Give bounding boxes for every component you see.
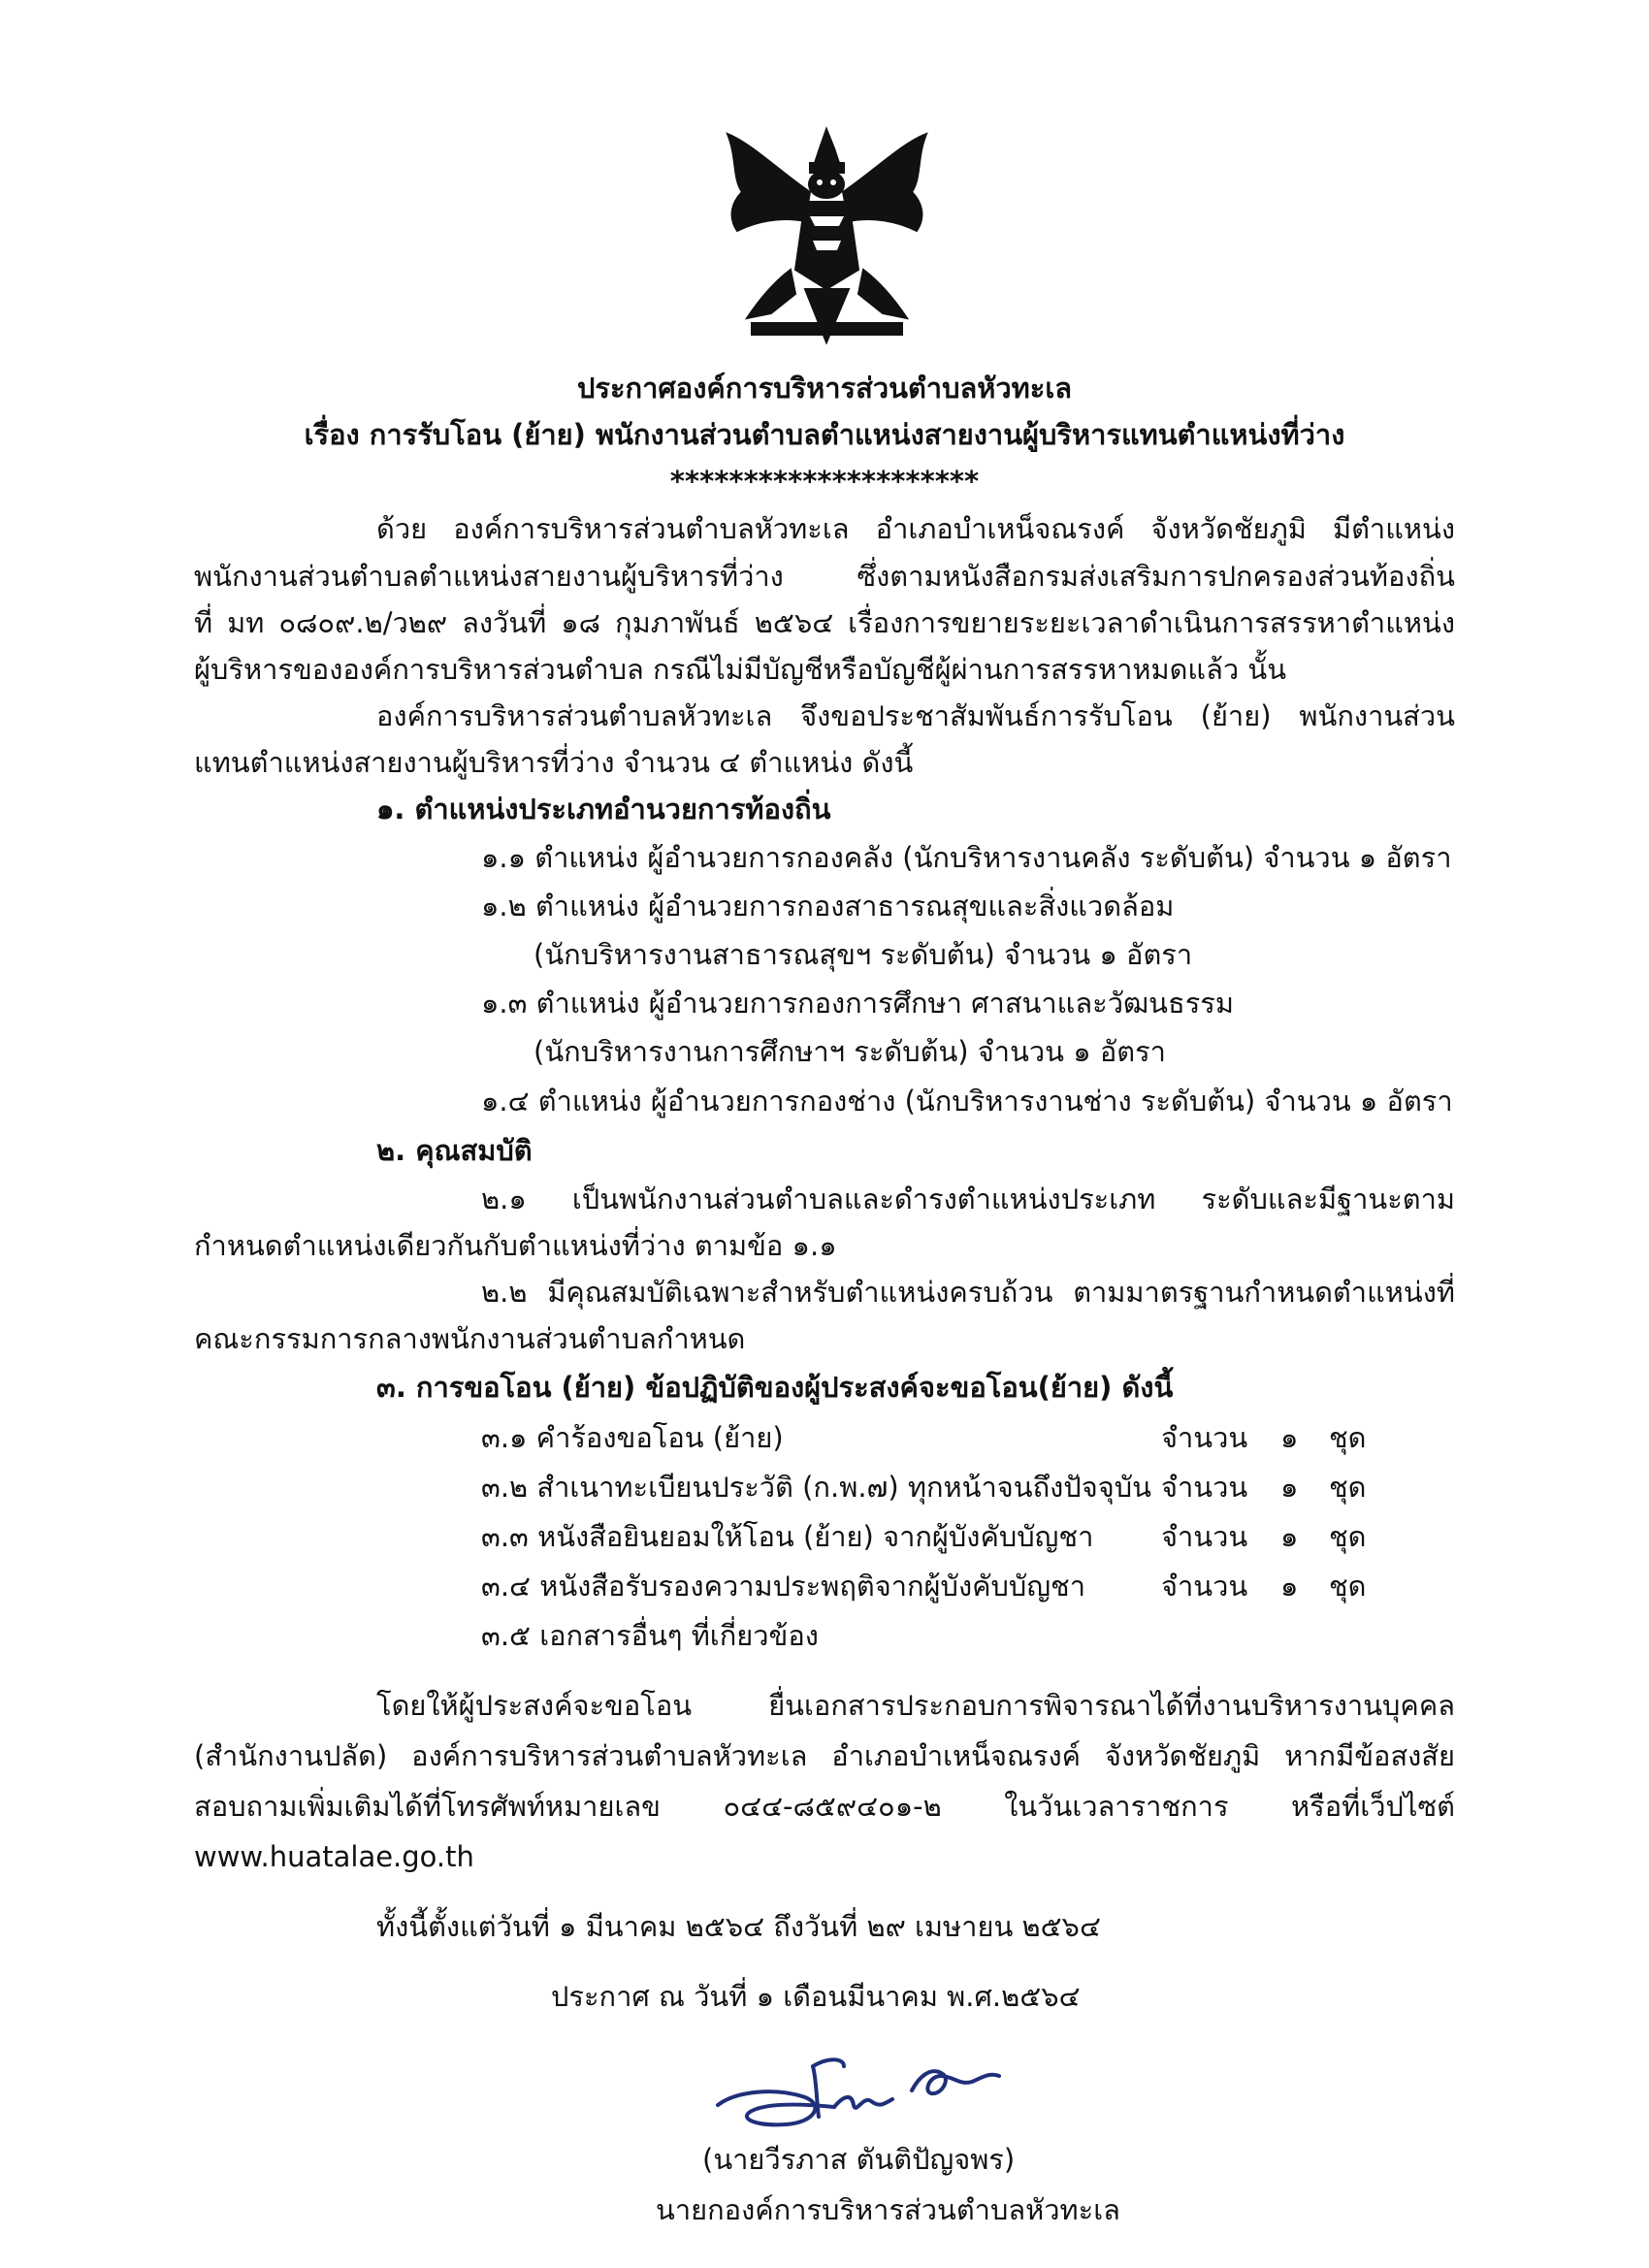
- section3-item-5: ๓.๕ เอกสารอื่นๆ ที่เกี่ยวข้อง: [481, 1619, 819, 1652]
- section3-item-2-unit: ชุด: [1329, 1471, 1367, 1504]
- section3-item-3-qty: ๑: [1280, 1520, 1299, 1553]
- section3-item-2-qty-label: จำนวน: [1161, 1471, 1248, 1504]
- garuda-emblem-icon: [713, 124, 941, 352]
- section2-heading: ๒. คุณสมบัติ: [376, 1134, 533, 1167]
- section3-item-2: ๓.๒ สำเนาทะเบียนประวัติ (ก.พ.๗) ทุกหน้าจนถึงปัจจุบัน: [481, 1471, 1151, 1504]
- signature-icon: [698, 2037, 1067, 2144]
- section2-line-1: ๒.๑ เป็นพนักงานส่วนตำบลและดำรงตำแหน่งประเภท ระดับและมีฐานะตาม: [481, 1183, 1455, 1215]
- section2-line-4: คณะกรรมการกลางพนักงานส่วนตำบลกำหนด: [194, 1322, 746, 1355]
- closing-line-3: สอบถามเพิ่มเติมได้ที่โทรศัพท์หมายเลข ๐๔๔-๘๕๙๔๐๑-๒ ในวันเวลาราชการ หรือที่เว็ปไซต์: [194, 1790, 1455, 1823]
- section3-item-1-unit: ชุด: [1329, 1421, 1367, 1454]
- section1-heading: ๑. ตำแหน่งประเภทอำนวยการท้องถิ่น: [376, 793, 831, 826]
- section2-line-2: กำหนดตำแหน่งเดียวกันกับตำแหน่งที่ว่าง ตามข้อ ๑.๑: [194, 1229, 837, 1262]
- section1-item-2: ๑.๒ ตำแหน่ง ผู้อำนวยการกองสาธารณสุขและสิ่งแวดล้อม: [481, 890, 1175, 923]
- stars-divider: *********************: [669, 465, 980, 498]
- section1-item-2-detail: (นักบริหารงานสาธารณสุขฯ ระดับต้น) จำนวน ๑ อัตรา: [534, 938, 1193, 971]
- section1-item-4: ๑.๔ ตำแหน่ง ผู้อำนวยการกองช่าง (นักบริหารงานช่าง ระดับต้น) จำนวน ๑ อัตรา: [481, 1085, 1453, 1118]
- document-subject: เรื่อง การรับโอน (ย้าย) พนักงานส่วนตำบลตำแหน่งสายงานผู้บริหารแทนตำแหน่งที่ว่าง: [304, 418, 1345, 451]
- announcement-date: ประกาศ ณ วันที่ ๑ เดือนมีนาคม พ.ศ.๒๕๖๔: [551, 1980, 1081, 2013]
- announcement-period: ทั้งนี้ตั้งแต่วันที่ ๑ มีนาคม ๒๕๖๔ ถึงวันที่ ๒๙ เมษายน ๒๕๖๔: [376, 1910, 1101, 1943]
- signer-name: (นายวีรภาส ตันติปัญจพร): [702, 2143, 1016, 2176]
- section3-item-4-unit: ชุด: [1329, 1570, 1367, 1603]
- document-title: ประกาศองค์การบริหารส่วนตำบลหัวทะเล: [576, 372, 1073, 405]
- section3-item-1-qty: ๑: [1280, 1421, 1299, 1454]
- section1-item-1: ๑.๑ ตำแหน่ง ผู้อำนวยการกองคลัง (นักบริหารงานคลัง ระดับต้น) จำนวน ๑ อัตรา: [481, 841, 1452, 874]
- closing-line-1: โดยให้ผู้ประสงค์จะขอโอน ยื่นเอกสารประกอบการพิจารณาได้ที่งานบริหารงานบุคคล: [376, 1689, 1455, 1722]
- section3-item-3: ๓.๓ หนังสือยินยอมให้โอน (ย้าย) จากผู้บังคับบัญชา: [481, 1520, 1094, 1553]
- intro-line-5: องค์การบริหารส่วนตำบลหัวทะเล จึงขอประชาสัมพันธ์การรับโอน (ย้าย) พนักงานส่วน: [376, 699, 1455, 732]
- section1-item-3-detail: (นักบริหารงานการศึกษาฯ ระดับต้น) จำนวน ๑ อัตรา: [534, 1035, 1166, 1068]
- section3-item-1: ๓.๑ คำร้องขอโอน (ย้าย): [481, 1421, 784, 1454]
- intro-line-2: พนักงานส่วนตำบลตำแหน่งสายงานผู้บริหารที่ว่าง ซึ่งตามหนังสือกรมส่งเสริมการปกครองส่วนท้องถิ่น: [194, 560, 1455, 593]
- closing-line-2: (สำนักงานปลัด) องค์การบริหารส่วนตำบลหัวทะเล อำเภอบำเหน็จณรงค์ จังหวัดชัยภูมิ หากมีข้อสงสัย: [194, 1739, 1455, 1772]
- intro-line-3: ที่ มท ๐๘๐๙.๒/ว๒๙ ลงวันที่ ๑๘ กุมภาพันธ์ ๒๕๖๔ เรื่องการขยายระยะเวลาดำเนินการสรรหาตำแหน่ง: [194, 606, 1455, 639]
- section3-item-2-qty: ๑: [1280, 1471, 1299, 1504]
- website-link[interactable]: www.huatalae.go.th: [194, 1840, 474, 1873]
- intro-line-6: แทนตำแหน่งสายงานผู้บริหารที่ว่าง จำนวน ๔ ตำแหน่ง ดังนี้: [194, 746, 914, 779]
- section3-heading: ๓. การขอโอน (ย้าย) ข้อปฏิบัติของผู้ประสงค์จะขอโอน(ย้าย) ดังนี้: [376, 1371, 1174, 1404]
- section3-item-3-qty-label: จำนวน: [1161, 1520, 1248, 1553]
- section3-item-4: ๓.๔ หนังสือรับรองความประพฤติจากผู้บังคับบัญชา: [481, 1570, 1086, 1603]
- signer-position: นายกองค์การบริหารส่วนตำบลหัวทะเล: [656, 2193, 1120, 2226]
- section3-item-4-qty: ๑: [1280, 1570, 1299, 1603]
- intro-line-1: ด้วย องค์การบริหารส่วนตำบลหัวทะเล อำเภอบำเหน็จณรงค์ จังหวัดชัยภูมิ มีตำแหน่ง: [376, 512, 1455, 545]
- section3-item-1-qty-label: จำนวน: [1161, 1421, 1248, 1454]
- section3-item-4-qty-label: จำนวน: [1161, 1570, 1248, 1603]
- section2-line-3: ๒.๒ มีคุณสมบัติเฉพาะสำหรับตำแหน่งครบถ้วน ตามมาตรฐานกำหนดตำแหน่งที่: [481, 1276, 1455, 1309]
- section1-item-3: ๑.๓ ตำแหน่ง ผู้อำนวยการกองการศึกษา ศาสนาและวัฒนธรรม: [481, 987, 1234, 1020]
- intro-line-4: ผู้บริหารขององค์การบริหารส่วนตำบล กรณีไม่มีบัญชีหรือบัญชีผู้ผ่านการสรรหาหมดแล้ว นั้น: [194, 653, 1287, 686]
- section3-item-3-unit: ชุด: [1329, 1520, 1367, 1553]
